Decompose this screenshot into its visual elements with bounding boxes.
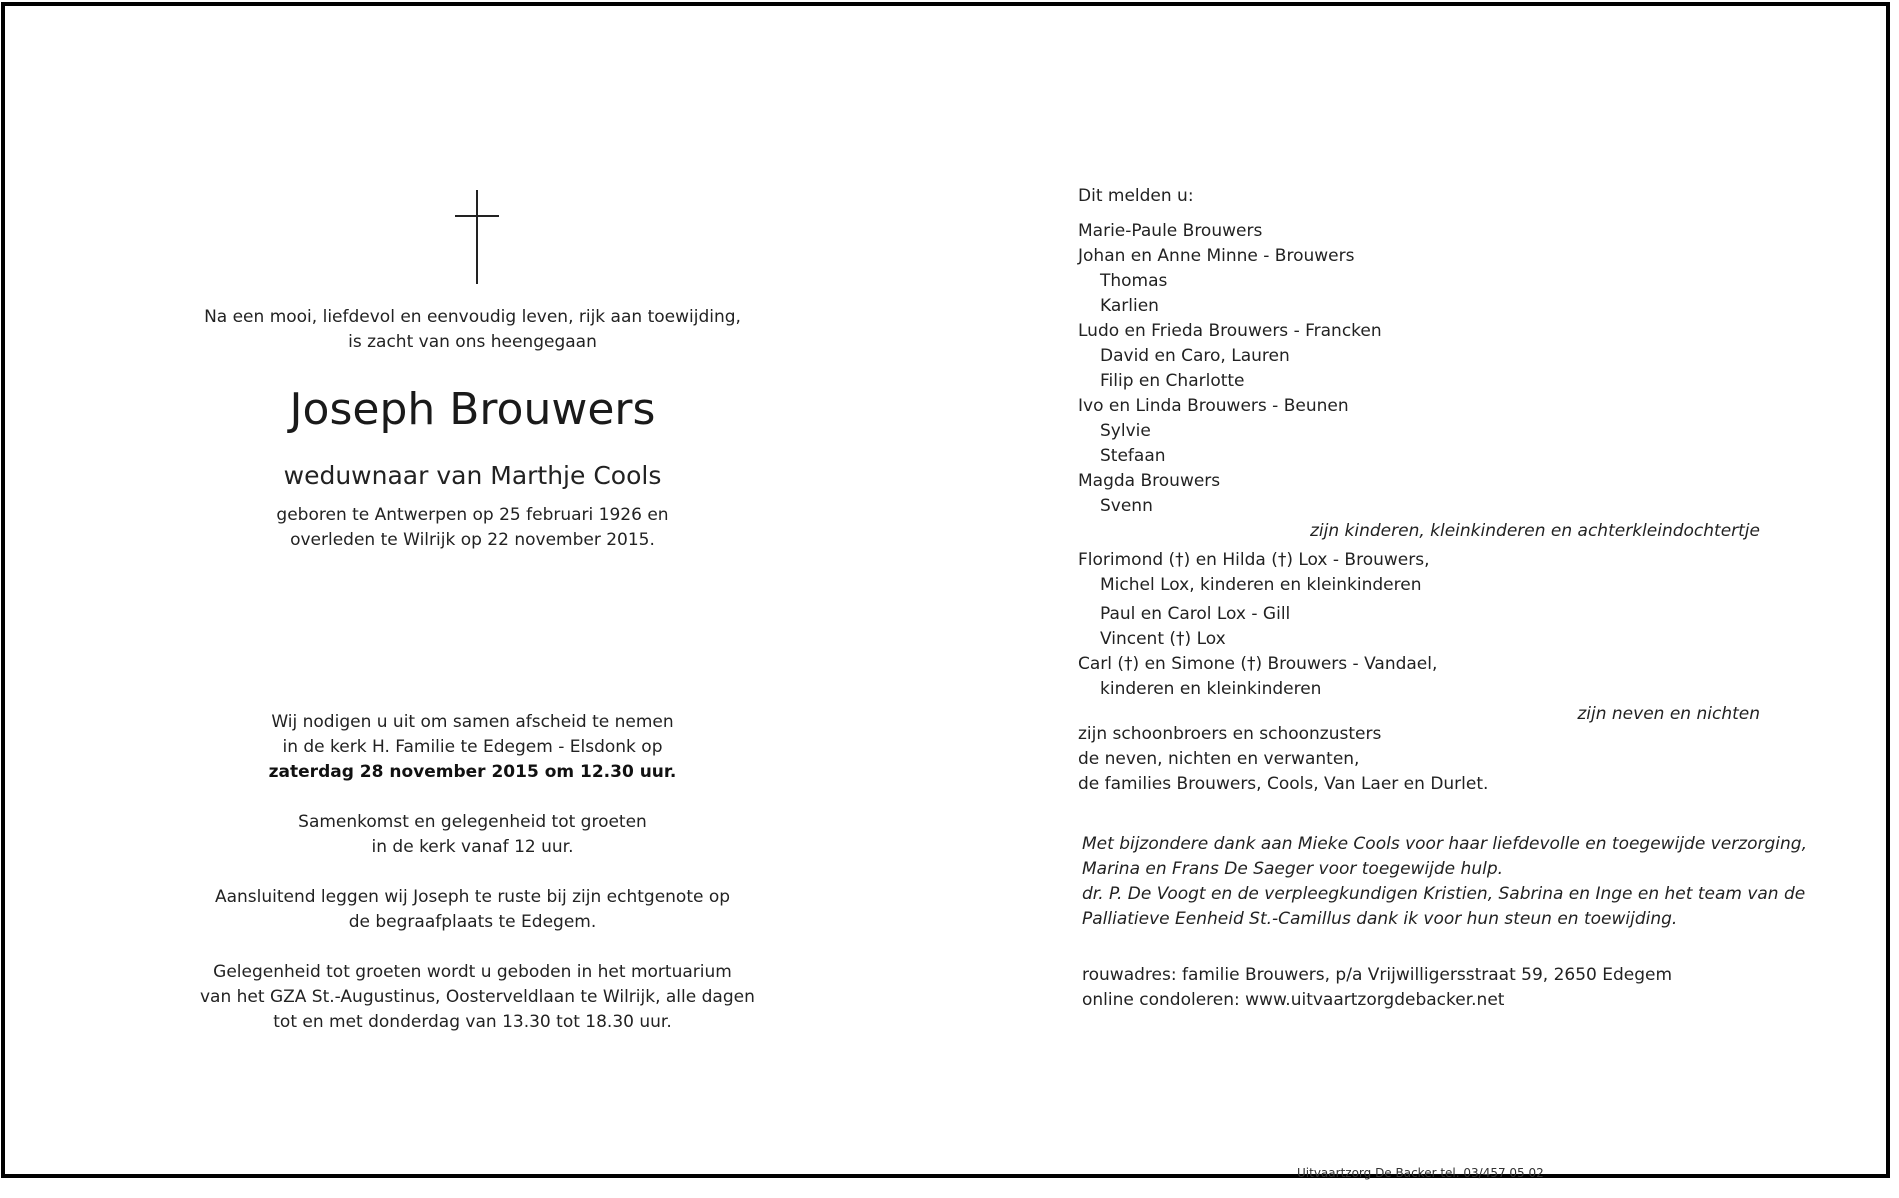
list-item: zijn schoonbroers en schoonzusters: [1078, 724, 1382, 744]
list-item: Sylvie: [1100, 421, 1151, 441]
list-item: Florimond (†) en Hilda (†) Lox - Brouwers,: [1078, 550, 1430, 570]
contact-info: [1082, 963, 1672, 1013]
spouse-line: weduwnaar van Marthje Cools: [283, 461, 662, 490]
list-item: de neven, nichten en verwanten,: [1078, 749, 1360, 769]
list-item: Karlien: [1100, 296, 1159, 316]
deceased-name: Joseph Brouwers: [289, 384, 656, 435]
online-condolences: online condoleren: www.uitvaartzorgdebacker.net: [1082, 990, 1505, 1010]
list-item: David en Caro, Lauren: [1100, 346, 1290, 366]
list-item: Vincent (†) Lox: [1100, 629, 1226, 649]
list-item: Svenn: [1100, 496, 1153, 516]
funeral-home-footer: Uitvaartzorg De Backer tel. 03/457 05 02: [1297, 1166, 1544, 1180]
cross-icon: [455, 190, 499, 284]
cousins-relation: zijn neven en nichten: [1577, 704, 1760, 724]
list-item: Filip en Charlotte: [1100, 371, 1245, 391]
list-item: Ludo en Frieda Brouwers - Francken: [1078, 321, 1382, 341]
acknowledgements: Met bijzondere dank aan Mieke Cools voor haar liefdevolle en toegewijde verzorging, Marina en Frans De Saeger voor toegewijde hulp. dr. P. De Voogt en de verpleegkundigen Kristien, Sabrina en Inge en het team van de Palliatieve Eenheid St.-Camillus dank ik voor hun steun en toewijding.: [1082, 834, 1807, 929]
list-item: kinderen en kleinkinderen: [1100, 679, 1322, 699]
ceremony-invitation: Wij nodigen u uit om samen afscheid te nemen in de kerk H. Familie te Edegem - Elsdonk op zaterdag 28 november 2015 om 12.30 uur.: [200, 710, 745, 785]
list-item: Stefaan: [1100, 446, 1166, 466]
cousins-list: [1078, 548, 1760, 727]
gathering-info: Samenkomst en gelegenheid tot groeten in de kerk vanaf 12 uur.: [298, 812, 647, 857]
life-dates: geboren te Antwerpen op 25 februari 1926 en overleden te Wilrijk op 22 november 2015.: [276, 505, 669, 550]
announcement-header: Dit melden u:: [1078, 186, 1194, 206]
list-item: Michel Lox, kinderen en kleinkinderen: [1100, 575, 1422, 595]
intro-text: Na een mooi, liefdevol en eenvoudig leven, rijk aan toewijding, is zacht van ons heengegaan: [204, 307, 741, 352]
list-item: Johan en Anne Minne - Brouwers: [1078, 246, 1355, 266]
burial-info: Aansluitend leggen wij Joseph te ruste bij zijn echtgenote op de begraafplaats te Edegem.: [214, 887, 731, 932]
list-item: Marie-Paule Brouwers: [1078, 221, 1263, 241]
list-item: Paul en Carol Lox - Gill: [1100, 604, 1291, 624]
mourning-address: rouwadres: familie Brouwers, p/a Vrijwilligersstraat 59, 2650 Edegem: [1082, 965, 1673, 985]
other-relatives: [1078, 722, 1760, 797]
list-item: Magda Brouwers: [1078, 471, 1221, 491]
list-item: Carl (†) en Simone (†) Brouwers - Vandael,: [1078, 654, 1438, 674]
ceremony-datetime: zaterdag 28 november 2015 om 12.30 uur.: [268, 762, 677, 782]
list-item: de families Brouwers, Cools, Van Laer en Durlet.: [1078, 774, 1489, 794]
list-item: Ivo en Linda Brouwers - Beunen: [1078, 396, 1349, 416]
list-item: Thomas: [1100, 271, 1168, 291]
children-list: [1078, 219, 1760, 544]
children-relation: zijn kinderen, kleinkinderen en achterkleindochtertje: [1309, 521, 1760, 541]
visitation-info: Gelegenheid tot groeten wordt u geboden in het mortuarium van het GZA St.-Augustinus, Oosterveldlaan te Wilrijk, alle dagen tot en met donderdag van 13.30 tot 18.30 uur.: [200, 962, 755, 1032]
